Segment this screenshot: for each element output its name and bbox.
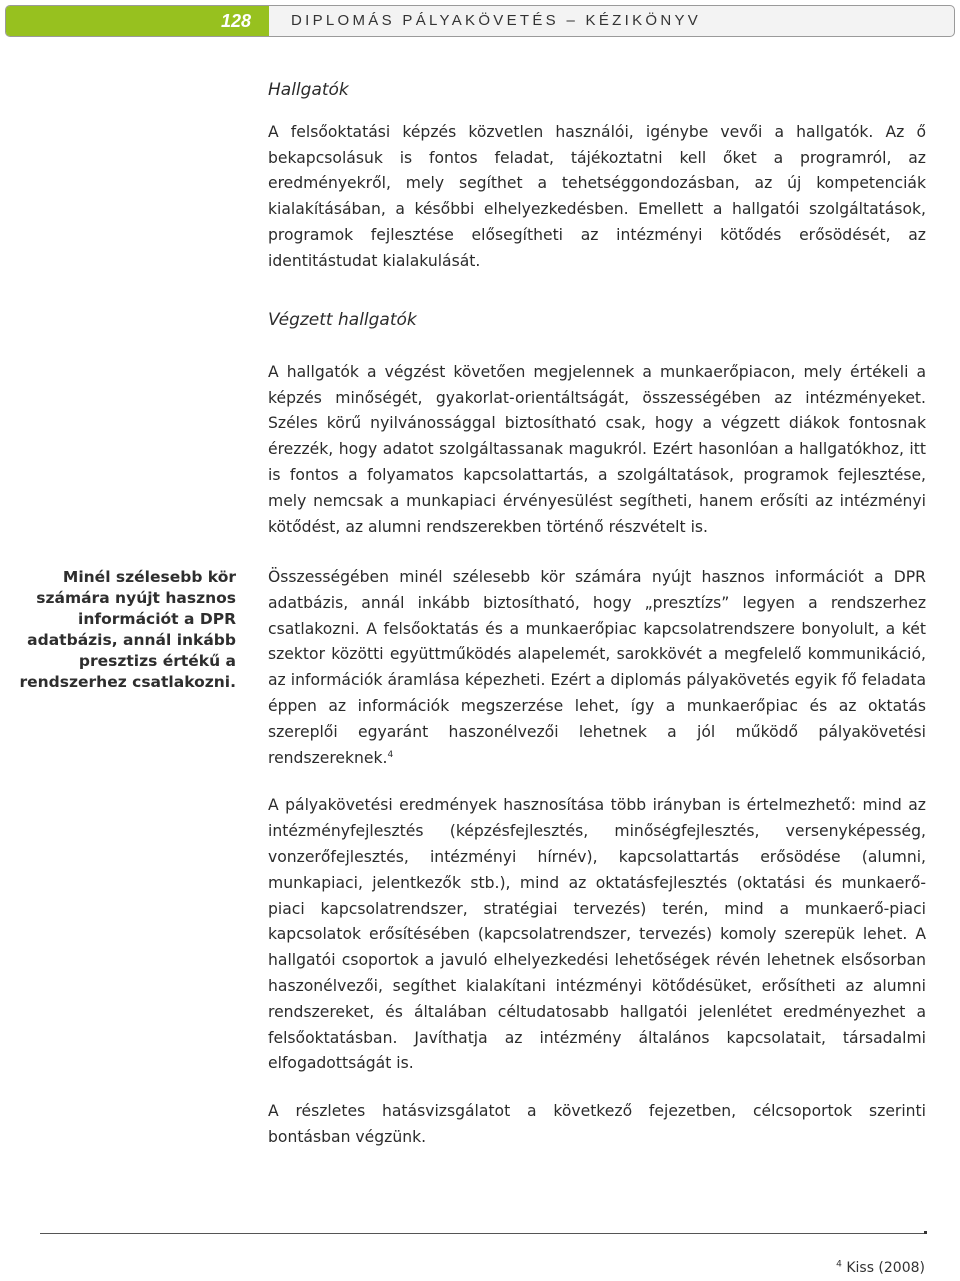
paragraph: A felsőoktatási képzés közvetlen használói, igénybe vevői a hallgatók. Az ő bekapcsolásuk is fontos feladat, tájékoztatni kell őket a programról, az eredményekről, mely segíthet a tehetséggondozásban, az új kompetenciák kialakításában, a későbbi elhelyezkedésben. Emellett a hallgatói szolgáltatások, programok fejlesztése elősegítheti az intézményi kötődés erősödését, az identitástudat kialakulását.: [268, 122, 926, 270]
section-heading: Hallgatók: [268, 80, 349, 100]
paragraph-hatasvizsgalat: A részletes hatásvizsgálatot a következő fejezetben, célcsoportok szerinti bontásban végzünk.: [268, 1102, 926, 1146]
body-text: [268, 565, 926, 1173]
paragraph-hasznositas: A pályakövetési eredmények hasznosítása több irányban is értelmezhető: mind az intézményfejlesztés (képzésfejlesztés, minőségfejlesztés, versenyképesség, vonzerőfejlesztés, intézményi hírnév), kapcsolattartás erősödése (alumni, munkapiaci, jelentkezők stb.), mind az oktatásfejlesztés (oktatási és munkaerő-piaci kapcsolatrendszer, stratégiai tervezés) terén, mind a munkaerő-piaci kapcsolatok erősítésében (kapcsolatrendszer, tervezés) komoly szerepük lehet. A hallgatói csoportok a javuló elhelyezkedési lehetőségek révén lehetnek elsősorban haszonélvezői, segíthet kialakítani intézményi kötődésüket, erősítheti az alumni rendszereket, és általában céltudatosabb hallgatói jelenlétet eredményezhet a felsőoktatásban. Javíthatja az intézmény általános kapcsolatait, társadalmi elfogadottságát is.: [268, 796, 926, 1073]
paragraph: A hallgatók a végzést követően megjelennek a munkaerőpiacon, mely értékeli a képzés minőségét, gyakorlat-orientáltságát, összességében az intézményeket. Széles körű nyilvánossággal biztosítható csak, hogy a végzett diákok fontosnak érezzék, hogy adatot szolgáltassanak magukról. Ezért hasonlóan a hallgatókhoz, itt is fontos a folyamatos kapcsolattartás, a szolgáltatások, programok fejlesztése, mely nemcsak a munkapiaci érvényesülést segítheti, hanem erősíti az intézményi kötődést, az alumni rendszerekben történő részvételt is.: [268, 362, 926, 536]
section-hallgatok: [268, 78, 926, 297]
footnote: [836, 1260, 925, 1276]
running-title: DIPLOMÁS PÁLYAKÖVETÉS – KÉZIKÖNYV: [291, 12, 702, 29]
page-number: 128: [6, 6, 269, 36]
section-vegzett-hallgatok: [268, 308, 926, 562]
divider-end-mark: [924, 1231, 927, 1234]
sidebar-pull-quote: Minél szélesebb kör számára nyújt hasznos információt a DPR adatbázis, annál inkább presztizs értékű a rendszerhez csatlakozni.: [19, 568, 236, 691]
footnote-reference[interactable]: 4: [387, 749, 394, 760]
footnote-text: Kiss (2008): [846, 1260, 925, 1276]
paragraph-osszessegeben: Összességében minél szélesebb kör számára nyújt hasznos információt a DPR adatbázis, annál inkább biztosítható, hogy „presztízs” legyen a rendszerhez csatlakozni. A felsőoktatás és a munkaerőpiac kapcsolatrendszere bonyolult, a két szektor közötti együttműködés alapelemét, sarokkövét a megfelelő kommunikáció, az információk áramlása képezheti. Ezért a diplomás pályakövetés egyik fő feladata éppen az információk megszerzése lehet, így a munkaerőpiac és az oktatás szereplői egyaránt haszonélvezői lehetnek a jól működő pályakövetési rendszereknek.$^4$: [268, 568, 926, 767]
section-heading: Végzett hallgatók: [268, 310, 417, 330]
footnote-divider: [40, 1233, 926, 1234]
running-header: [5, 5, 955, 37]
footnote-number: 4: [836, 1259, 842, 1270]
